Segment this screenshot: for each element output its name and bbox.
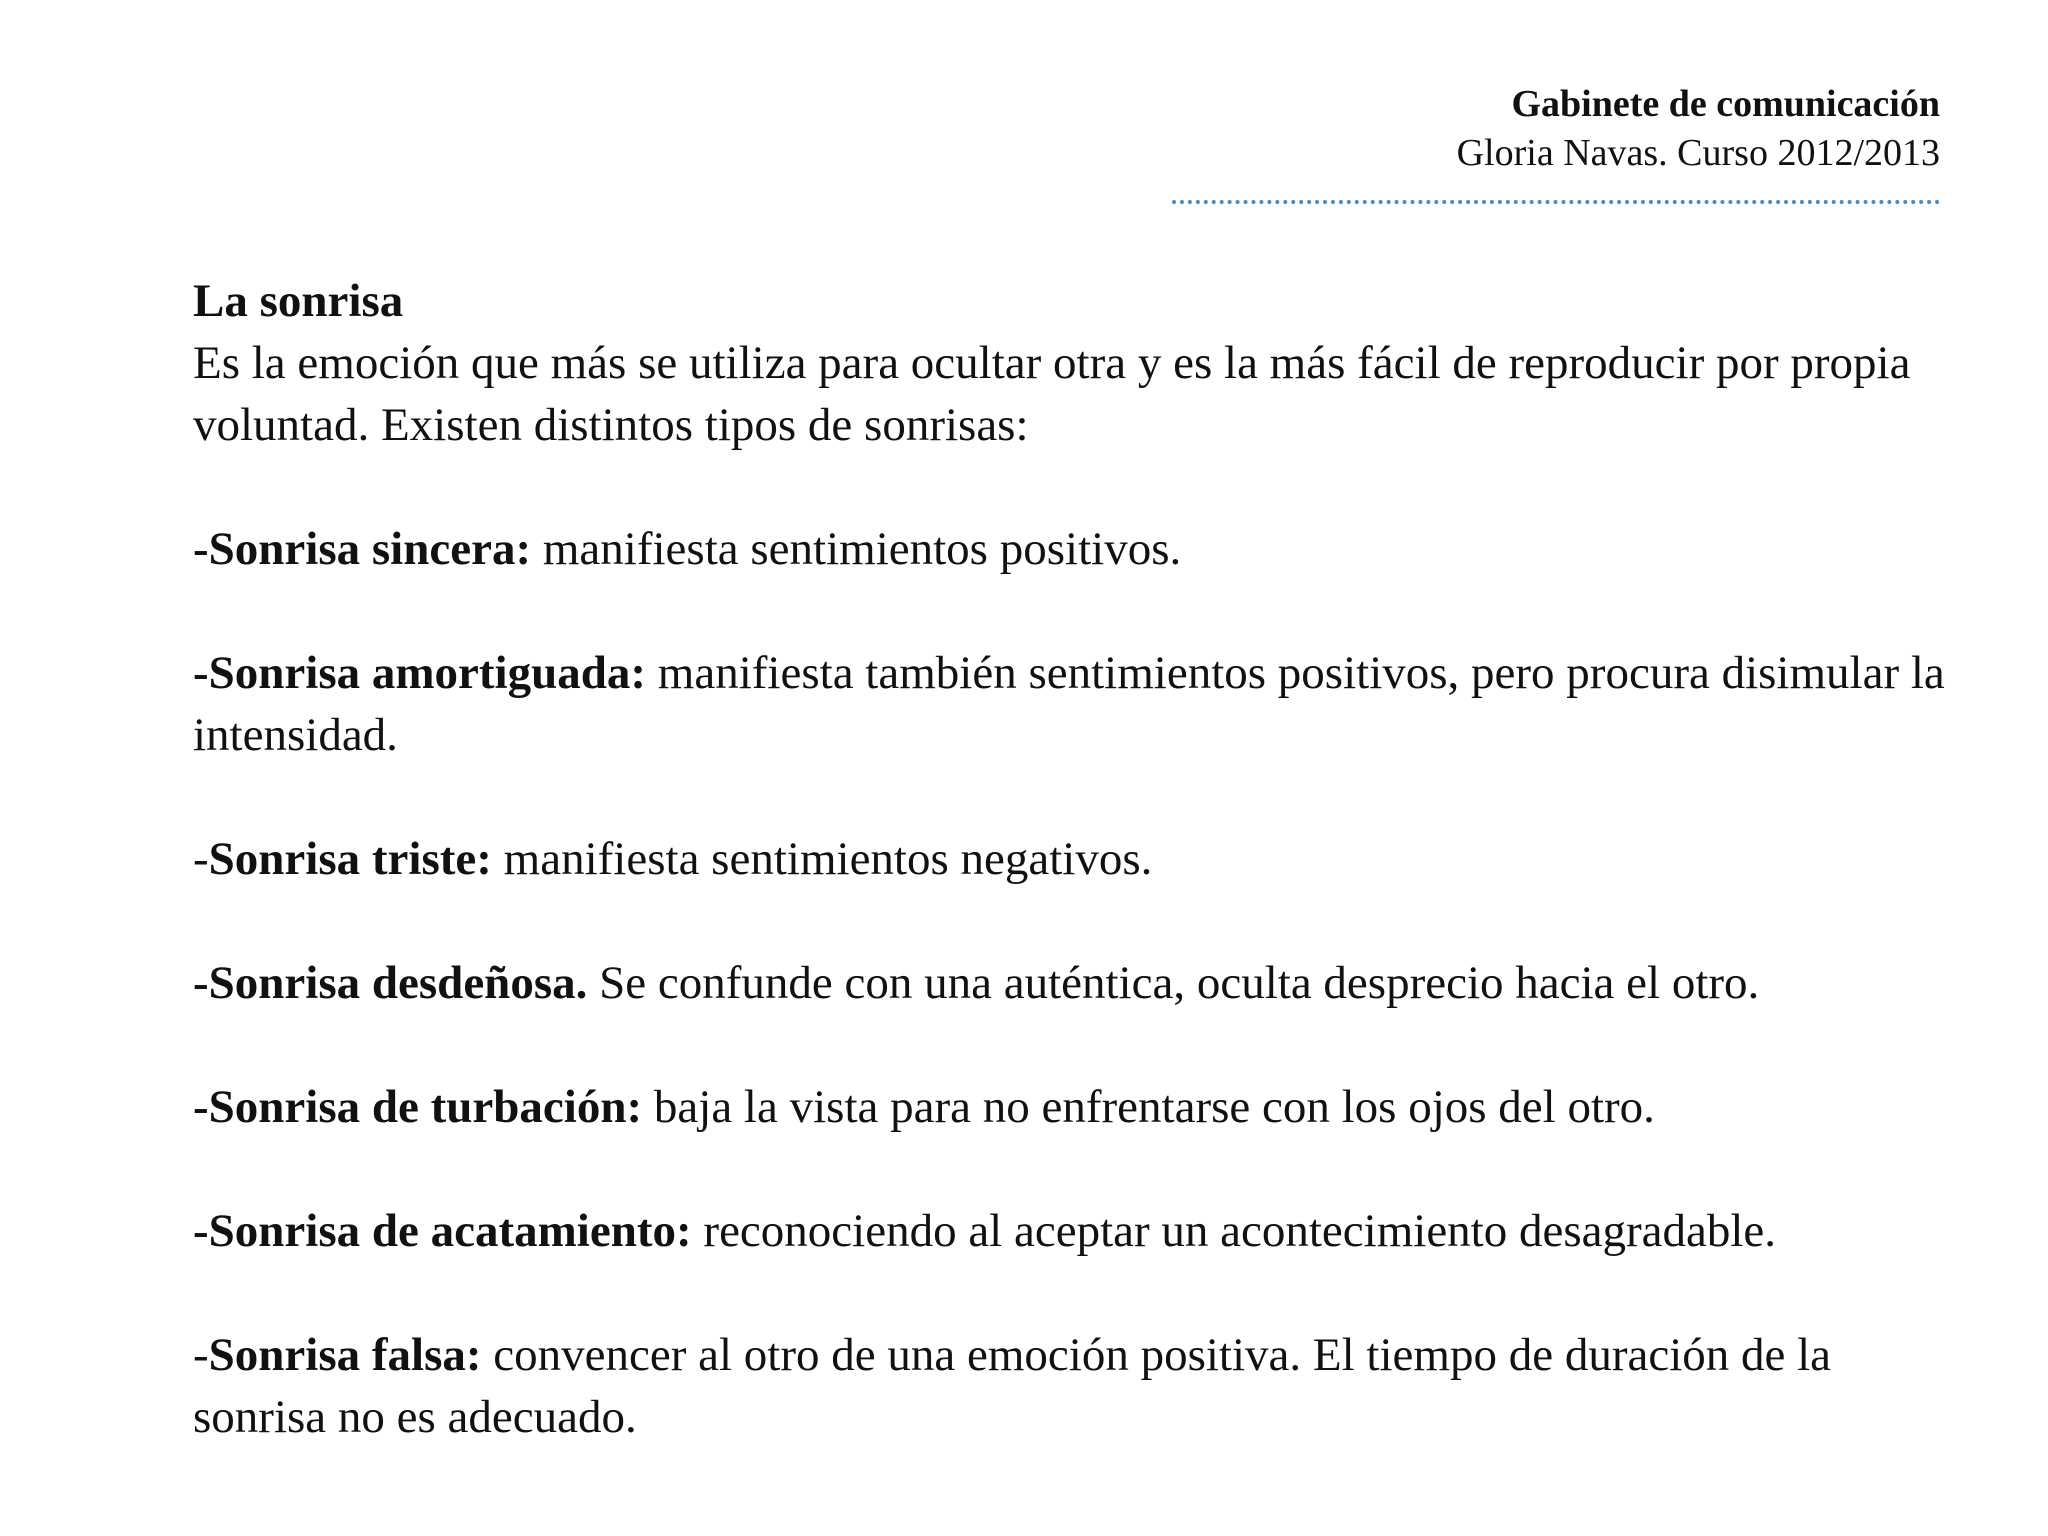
- item-description: manifiesta también sentimientos positivos, pero procura disimular la intensidad.: [193, 647, 1945, 761]
- item-description: Se confunde con una auténtica, oculta desprecio hacia el otro.: [587, 957, 1760, 1009]
- list-item: [193, 1076, 1953, 1138]
- item-description: manifiesta sentimientos positivos.: [531, 523, 1182, 575]
- section-intro: Es la emoción que más se utiliza para ocultar otra y es la más fácil de reproducir por propia voluntad. Existen distintos tipos de sonrisas:: [193, 337, 1911, 451]
- list-item: [193, 642, 1953, 766]
- item-dash: -: [193, 1081, 209, 1133]
- item-dash: -: [193, 1329, 209, 1381]
- list-item: [193, 518, 1953, 580]
- item-term: Sonrisa amortiguada:: [208, 647, 647, 699]
- item-term: Sonrisa sincera:: [208, 523, 532, 575]
- section-title: La sonrisa: [193, 275, 404, 327]
- item-dash: -: [193, 1205, 209, 1257]
- item-description: convencer al otro de una emoción positiva. El tiempo de duración de la sonrisa no es adecuado.: [193, 1329, 1832, 1443]
- item-dash: -: [193, 523, 209, 575]
- item-term: Sonrisa desdeñosa.: [208, 957, 588, 1009]
- item-term: Sonrisa de acatamiento:: [208, 1205, 692, 1257]
- header-dotted-rule: [1172, 200, 1940, 204]
- item-term: Sonrisa triste:: [208, 833, 492, 885]
- list-item: [193, 1324, 1953, 1448]
- list-item: [193, 828, 1953, 890]
- item-description: manifiesta sentimientos negativos.: [491, 833, 1153, 885]
- header-title: Gabinete de comunicación: [1511, 83, 1940, 125]
- item-dash: -: [193, 833, 209, 885]
- item-dash: -: [193, 957, 209, 1009]
- header-subtitle: Gloria Navas. Curso 2012/2013: [1456, 132, 1940, 174]
- list-item: [193, 952, 1953, 1014]
- item-term: Sonrisa falsa:: [208, 1329, 482, 1381]
- item-description: baja la vista para no enfrentarse con los ojos del otro.: [642, 1081, 1655, 1133]
- item-dash: -: [193, 647, 209, 699]
- list-item: [193, 1200, 1953, 1262]
- document-body: [193, 270, 1953, 1448]
- item-term: Sonrisa de turbación:: [208, 1081, 643, 1133]
- item-description: reconociendo al aceptar un acontecimiento desagradable.: [691, 1205, 1777, 1257]
- page-header: [1457, 80, 1940, 178]
